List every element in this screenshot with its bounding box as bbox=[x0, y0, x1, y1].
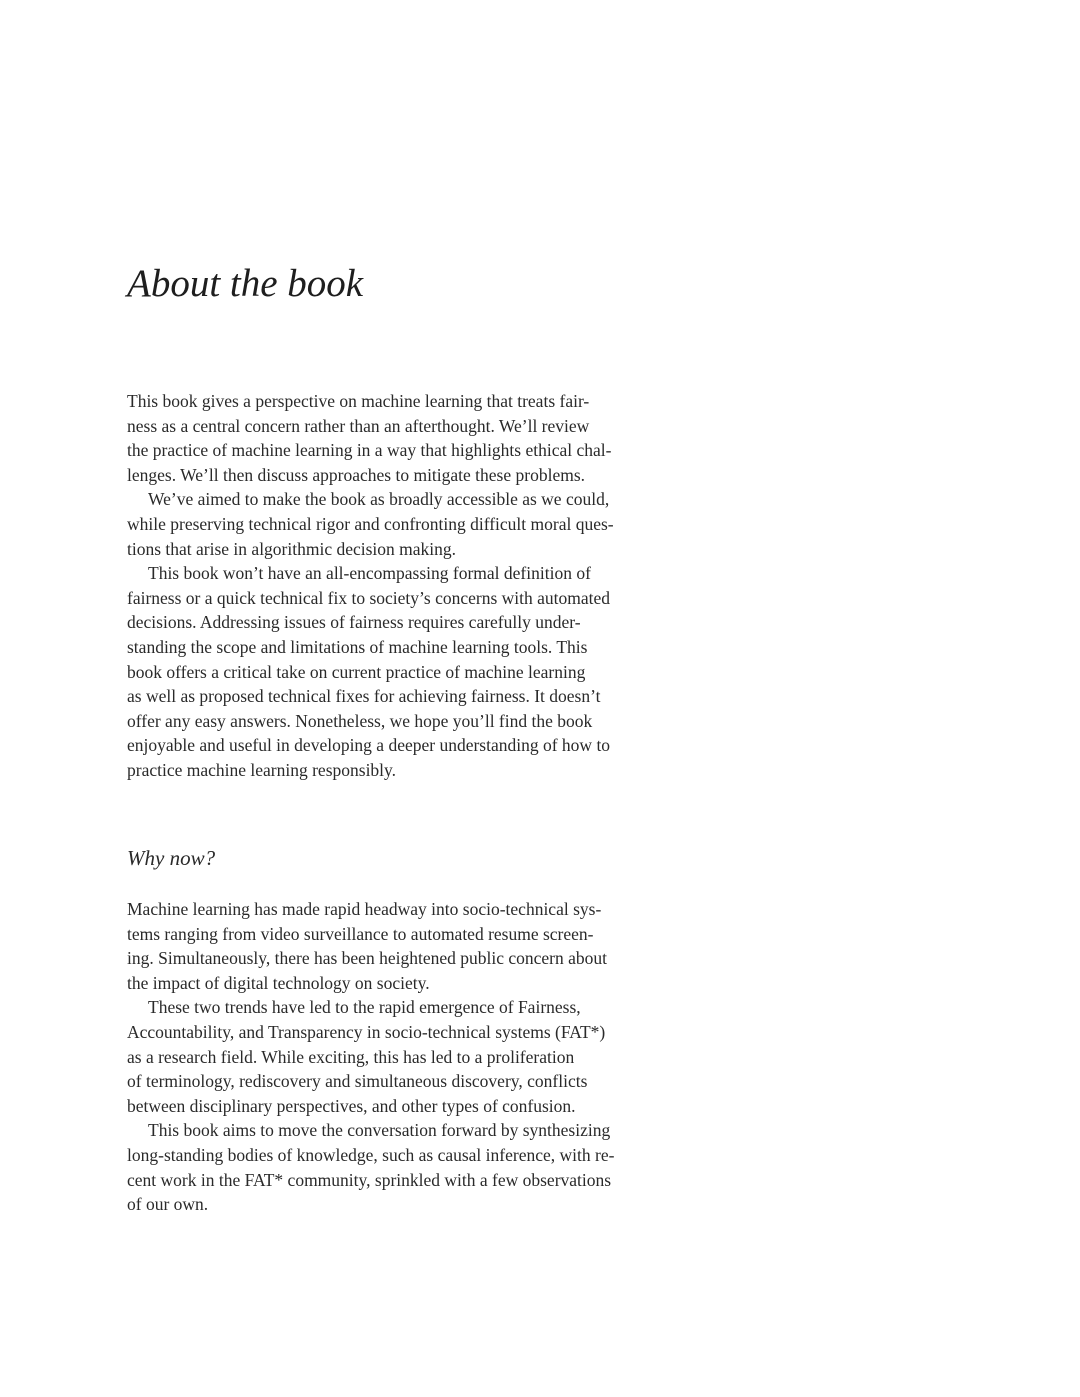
paragraph bbox=[127, 389, 687, 487]
text-line: between disciplinary perspectives, and other types of confusion. bbox=[127, 1095, 576, 1116]
text-line: This book aims to move the conversation forward by synthesizing bbox=[148, 1120, 611, 1141]
text-line: as well as proposed technical fixes for achieving fairness. It doesn’t bbox=[127, 686, 601, 707]
text-line: We’ve aimed to make the book as broadly accessible as we could, bbox=[148, 489, 610, 510]
text-line: the impact of digital technology on society. bbox=[127, 972, 430, 993]
text-line: ness as a central concern rather than an afterthought. We’ll review bbox=[127, 415, 590, 436]
text-line: of our own. bbox=[127, 1194, 209, 1215]
text-line: cent work in the FAT* community, sprinkled with a few observations bbox=[127, 1169, 612, 1190]
section-title-why-now: Why now? bbox=[127, 846, 216, 870]
intro-section bbox=[127, 389, 687, 783]
text-line: standing the scope and limitations of machine learning tools. This bbox=[127, 636, 588, 657]
paragraph bbox=[127, 897, 687, 995]
paragraph bbox=[127, 995, 687, 1118]
text-line: This book gives a perspective on machine learning that treats fair- bbox=[127, 391, 590, 411]
text-line: enjoyable and useful in developing a deeper understanding of how to bbox=[127, 735, 611, 756]
text-line: Accountability, and Transparency in socio-technical systems (FAT*) bbox=[127, 1021, 606, 1042]
text-line: decisions. Addressing issues of fairness requires carefully under- bbox=[127, 612, 581, 633]
text-line: offer any easy answers. Nonetheless, we hope you’ll find the book bbox=[127, 710, 593, 731]
text-line: tions that arise in algorithmic decision making. bbox=[127, 538, 457, 559]
text-line: These two trends have led to the rapid emergence of Fairness, bbox=[148, 997, 581, 1018]
text-line: book offers a critical take on current practice of machine learning bbox=[127, 661, 586, 682]
paragraph bbox=[127, 1118, 687, 1216]
text-line: the practice of machine learning in a way that highlights ethical chal- bbox=[127, 440, 612, 461]
text-line: practice machine learning responsibly. bbox=[127, 759, 397, 780]
chapter-title: About the book bbox=[127, 262, 364, 305]
text-line: while preserving technical rigor and confronting difficult moral ques- bbox=[127, 513, 614, 534]
text-line: ing. Simultaneously, there has been heightened public concern about bbox=[127, 948, 607, 969]
why-now-section bbox=[127, 897, 687, 1217]
text-line: This book won’t have an all-encompassing formal definition of bbox=[148, 563, 591, 584]
text-line: tems ranging from video surveillance to automated resume screen- bbox=[127, 923, 594, 944]
text-line: of terminology, rediscovery and simultaneous discovery, conflicts bbox=[127, 1071, 588, 1092]
text-line: fairness or a quick technical fix to society’s concerns with automated bbox=[127, 587, 611, 608]
text-line: as a research field. While exciting, this has led to a proliferation bbox=[127, 1046, 575, 1067]
text-line: lenges. We’ll then discuss approaches to mitigate these problems. bbox=[127, 464, 586, 485]
paragraph bbox=[127, 561, 687, 782]
text-line: Machine learning has made rapid headway into socio-technical sys- bbox=[127, 899, 602, 919]
text-line: long-standing bodies of knowledge, such as causal inference, with re- bbox=[127, 1144, 615, 1165]
paragraph bbox=[127, 487, 687, 561]
